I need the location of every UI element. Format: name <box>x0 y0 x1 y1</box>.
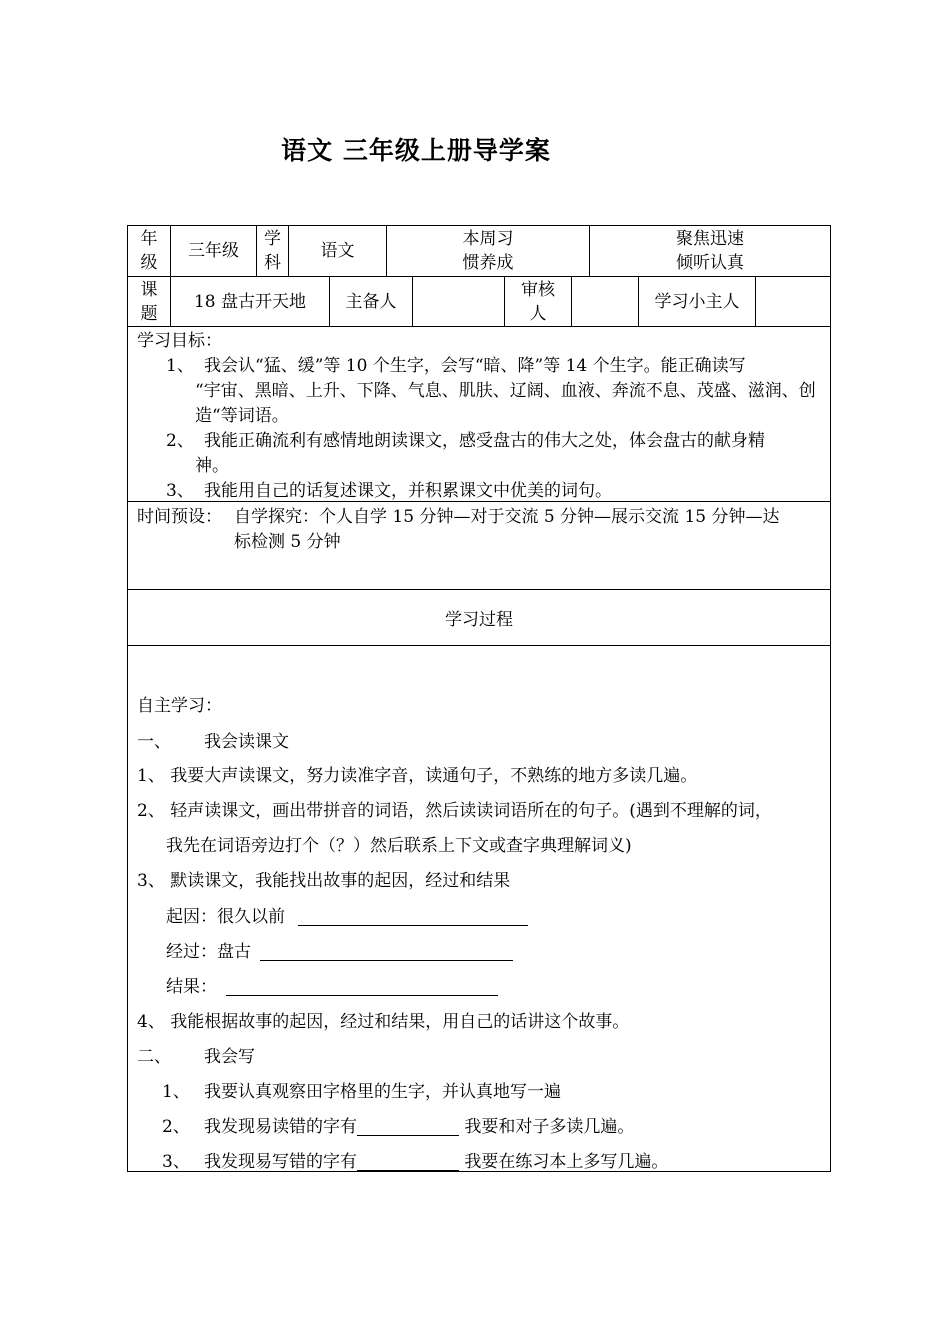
goal-1-line-1: 我会认“猛、缓”等 10 个生字，会写“暗、降”等 14 个生字。能正确读写 <box>204 356 746 376</box>
time-line-2: 标检测 5 分钟 <box>234 532 341 552</box>
topic-label: 课题 <box>128 277 171 326</box>
goal-2-num: 2、 <box>166 431 194 451</box>
s2-item-2-blank[interactable] <box>357 1117 459 1136</box>
s1-item-1: 1、 我要大声读课文，努力读准字音，读通句子，不熟练的地方多读几遍。 <box>137 766 698 786</box>
learning-goals <box>128 327 830 502</box>
process-label: 经过：盘古 <box>166 942 251 962</box>
cause-label: 起因：很久以前 <box>166 907 285 927</box>
process-blank[interactable] <box>260 942 513 961</box>
goal-1-line-2: “宇宙、黑暗、上升、下降、气息、肌肤、辽阔、血液、奔流不息、茂盛、滋润、创 <box>195 381 816 401</box>
info-row-1 <box>128 226 830 277</box>
goal-1-line-3: 造“等词语。 <box>195 406 289 426</box>
s1-item-4: 4、 我能根据故事的起因，经过和结果，用自己的话讲这个故事。 <box>137 1012 630 1032</box>
s2-item-3-before: 我发现易写错的字有 <box>204 1152 357 1172</box>
goal-3-line-1: 我能用自己的话复述课文，并积累课文中优美的词句。 <box>204 481 612 501</box>
preparer-label: 主备人 <box>330 277 413 326</box>
habit-value: 聚焦迅速 倾听认真 <box>676 229 744 273</box>
time-label: 时间预设： <box>137 507 222 527</box>
goal-2-line-2: 神。 <box>195 456 229 476</box>
process-heading: 学习过程 <box>445 610 513 630</box>
s2-item-2-num: 2、 <box>162 1117 190 1137</box>
s1-item-3: 3、 默读课文，我能找出故事的起因，经过和结果 <box>137 871 511 891</box>
process-row <box>166 940 513 964</box>
goal-2-line-1: 我能正确流利有感情地朗读课文，感受盘古的伟大之处，体会盘古的献身精 <box>204 431 765 451</box>
s2-item-1-text: 我要认真观察田字格里的生字，并认真地写一遍 <box>204 1082 561 1102</box>
goals-heading: 学习目标： <box>137 331 222 351</box>
s2-item-2-before: 我发现易读错的字有 <box>204 1117 357 1137</box>
habit-label: 本周习 惯养成 <box>387 226 590 276</box>
grade-value: 三年级 <box>171 226 257 276</box>
section-1-title: 我会读课文 <box>204 732 289 752</box>
reviewer-value[interactable] <box>572 277 639 326</box>
s1-item-2-line-2: 我先在词语旁边打个（？）然后联系上下文或查字典理解词义) <box>166 836 632 856</box>
goal-3-num: 3、 <box>166 481 194 501</box>
process-heading-row <box>128 590 830 646</box>
s2-item-2-after: 我要和对子多读几遍。 <box>464 1117 635 1137</box>
s2-item-3-after: 我要在练习本上多写几遍。 <box>464 1152 669 1172</box>
s2-item-1-num: 1、 <box>162 1082 190 1102</box>
s2-item-3-num: 3、 <box>162 1152 190 1172</box>
s2-item-2-row <box>204 1115 634 1139</box>
result-row <box>166 975 498 999</box>
preparer-value[interactable] <box>413 277 505 326</box>
section-2-title: 我会写 <box>204 1047 255 1067</box>
reviewer-label: 审核人 <box>505 277 572 326</box>
subject-value: 语文 <box>289 226 387 276</box>
page-title: 语文 三年级上册导学案 <box>281 136 551 165</box>
goal-1-num: 1、 <box>166 356 194 376</box>
topic-value: 18 盘古开天地 <box>171 277 330 326</box>
section-1-num: 一、 <box>137 732 171 752</box>
self-study-heading: 自主学习： <box>137 696 222 716</box>
worksheet-table <box>127 225 831 1172</box>
cause-blank[interactable] <box>298 907 528 926</box>
host-label: 学习小主人 <box>639 277 756 326</box>
subject-label: 学科 <box>257 226 289 276</box>
time-line-1: 自学探究：个人自学 15 分钟—对于交流 5 分钟—展示交流 15 分钟—达 <box>234 507 780 527</box>
s1-item-2-line-1: 2、 轻声读课文，画出带拼音的词语，然后读读词语所在的句子。(遇到不理解的词， <box>137 801 772 821</box>
info-row-2 <box>128 277 830 327</box>
self-study <box>128 646 830 1171</box>
time-plan <box>128 502 830 590</box>
s2-item-3-blank[interactable] <box>357 1152 459 1171</box>
host-value[interactable] <box>756 277 830 326</box>
section-2-num: 二、 <box>137 1047 171 1067</box>
s2-item-3-row <box>204 1150 668 1174</box>
cause-row <box>166 905 528 929</box>
result-blank[interactable] <box>226 977 498 996</box>
grade-label: 年级 <box>128 226 171 276</box>
result-label: 结果： <box>166 977 217 997</box>
